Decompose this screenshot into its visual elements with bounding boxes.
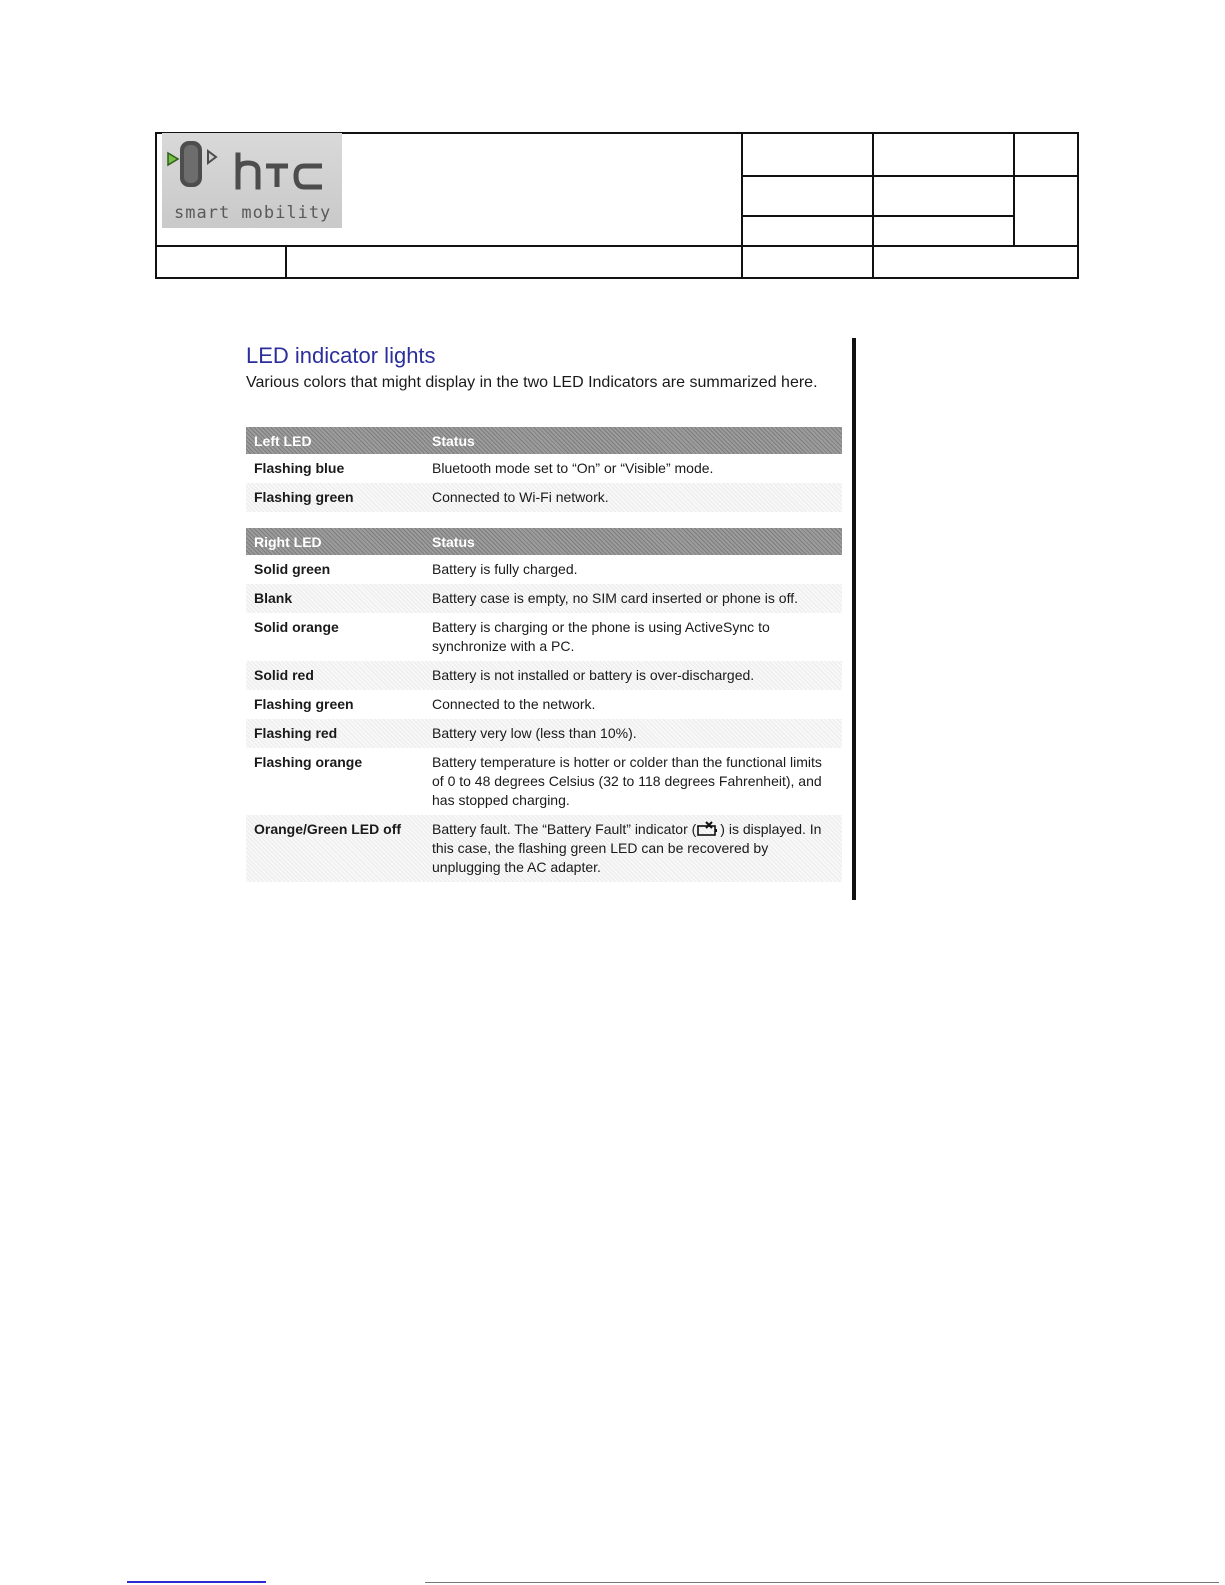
section-intro: Various colors that might display in the two LED Indicators are summarized here.: [246, 374, 818, 391]
table-row: [246, 555, 842, 584]
panel-side-rule: [852, 338, 856, 900]
led-indicator-panel: [243, 338, 843, 898]
header-rule: [1013, 132, 1015, 246]
led-status: Battery is not installed or battery is over-discharged.: [424, 661, 842, 690]
table-row: [246, 748, 842, 815]
logo-tagline: smart mobility: [174, 203, 332, 223]
left-led-table: [246, 427, 842, 512]
led-status: Bluetooth mode set to “On” or “Visible” mode.: [432, 460, 714, 476]
table-header-row: [246, 427, 842, 454]
led-status: Battery is fully charged.: [432, 561, 578, 577]
header-rule: [155, 245, 1079, 247]
right-led-table: [246, 528, 842, 882]
table-row: [246, 719, 842, 748]
header-rule: [741, 215, 1014, 217]
led-status: Connected to Wi-Fi network.: [424, 483, 842, 512]
header-rule: [285, 245, 287, 279]
column-header-led: Right LED: [246, 528, 424, 555]
table-row: [246, 483, 842, 512]
led-state: Orange/Green LED off: [246, 815, 424, 882]
header-rule: [741, 132, 743, 279]
footer-rule: [425, 1582, 1219, 1583]
led-status: Battery is charging or the phone is using ActiveSync to synchronize with a PC.: [432, 619, 770, 654]
led-state: Flashing orange: [254, 754, 363, 770]
header-rule: [741, 175, 1079, 177]
led-status: Battery temperature is hotter or colder than the functional limits of 0 to 48 degrees Celsius (32 to 118 degrees Fahrenheit), and has stopped charging.: [432, 754, 822, 808]
htc-logo: [162, 133, 342, 228]
column-header-status: Status: [424, 528, 842, 555]
led-status: Connected to the network.: [432, 696, 596, 712]
led-state: Flashing green: [254, 696, 354, 712]
led-state: Solid green: [254, 561, 331, 577]
led-state: Solid red: [246, 661, 424, 690]
footer-link-underline[interactable]: [127, 1581, 266, 1583]
column-header-status: Status: [424, 427, 842, 454]
table-row: [246, 661, 842, 690]
led-state: Flashing green: [246, 483, 424, 512]
status-text-prefix: Battery fault. The “Battery Fault” indicator (: [432, 821, 697, 837]
header-rule: [872, 132, 874, 279]
led-status: Battery very low (less than 10%).: [424, 719, 842, 748]
led-state: Flashing blue: [254, 460, 345, 476]
led-state: Solid orange: [254, 619, 339, 635]
table-header-row: [246, 528, 842, 555]
table-row: [246, 690, 842, 719]
led-status: [424, 815, 842, 882]
column-header-led: Left LED: [246, 427, 424, 454]
table-row: [246, 584, 842, 613]
section-title: LED indicator lights: [246, 343, 436, 368]
table-row: [246, 815, 842, 882]
htc-logo-mark-icon: [162, 133, 342, 203]
led-state: Flashing red: [246, 719, 424, 748]
status-text-suffix: ) is displayed. In this case, the flashing green LED can be recovered by unplugging the AC adapter.: [432, 821, 822, 875]
table-row: [246, 613, 842, 661]
led-status: Battery case is empty, no SIM card inserted or phone is off.: [424, 584, 842, 613]
table-row: [246, 454, 842, 483]
battery-fault-icon: [697, 821, 719, 837]
led-state: Blank: [246, 584, 424, 613]
